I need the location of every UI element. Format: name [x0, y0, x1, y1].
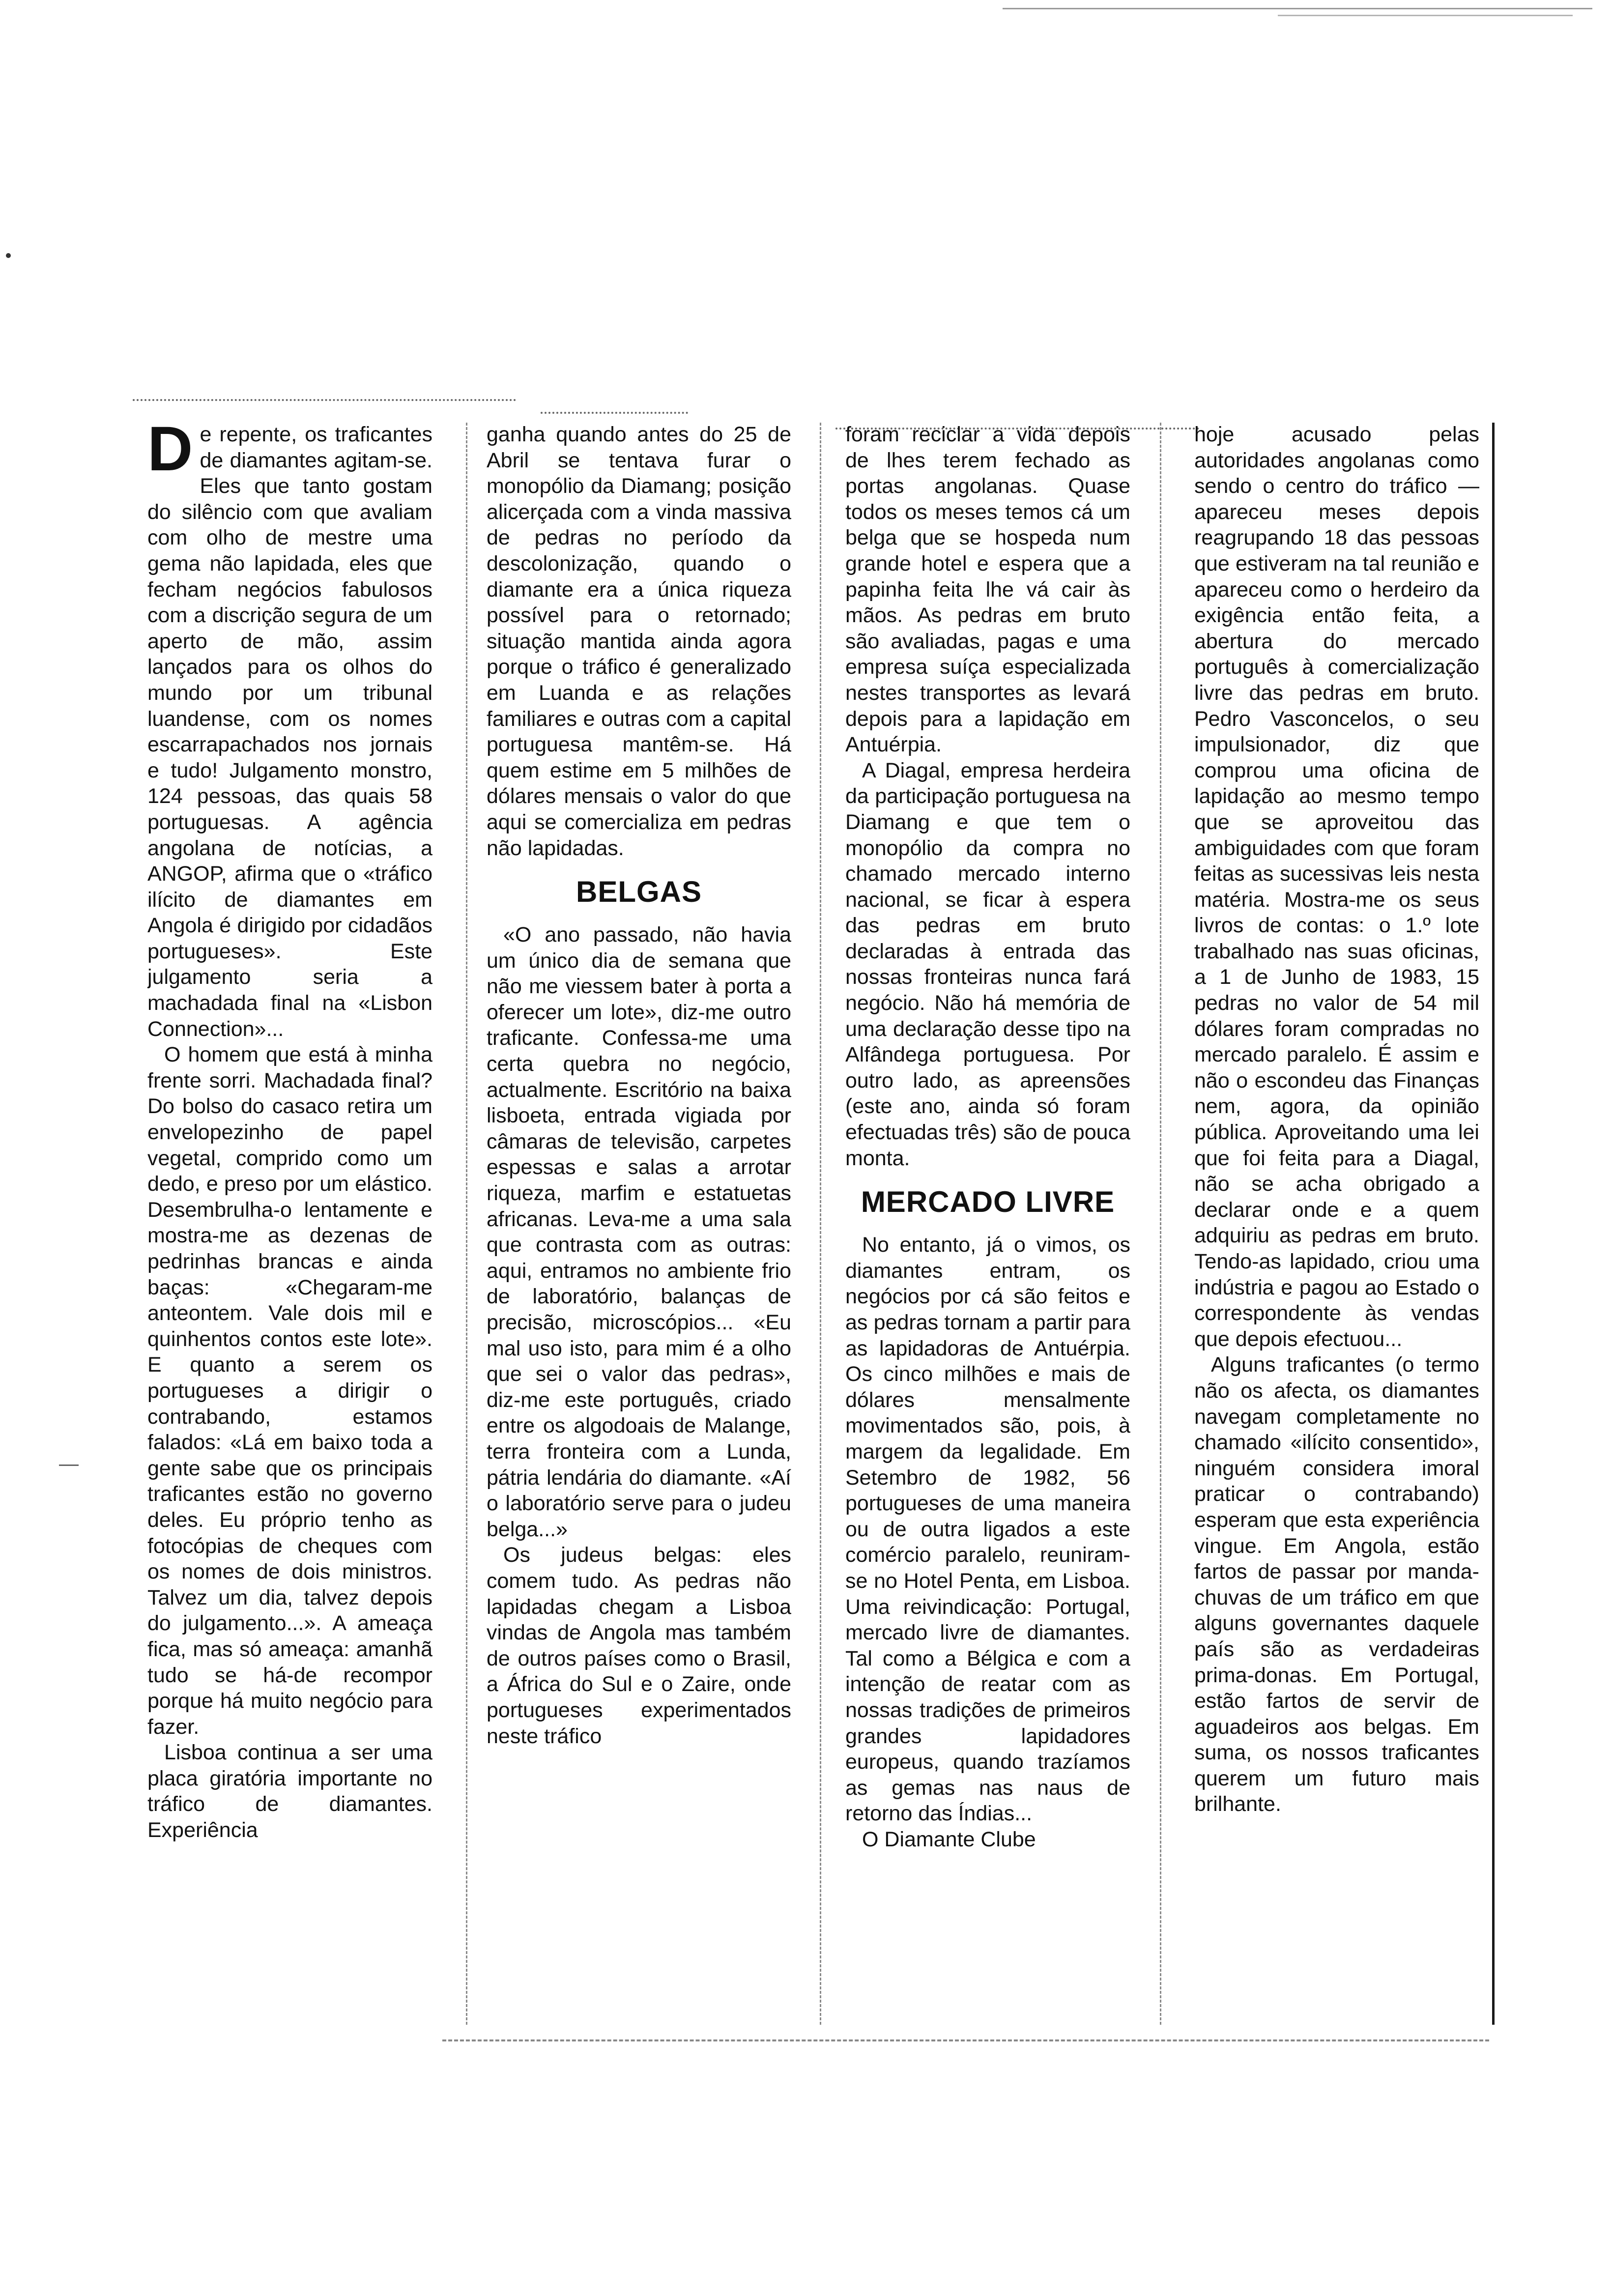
section-heading-belgas: BELGAS [576, 875, 702, 909]
scan-top-noise [133, 399, 516, 401]
column-divider [820, 423, 821, 2025]
article-column-4 [1194, 422, 1479, 2029]
paragraph: Alguns traficantes (o termo não os afecta, os diamantes navegam completamente no chamado «ilícito consentido», ninguém considera imoral praticar o contrabando) esperam que esta experiência vingue. Em Angola, estão fartos de passar por manda-chuvas de um tráfico em que alguns governantes daquele país são as verdadeiras prima-donas. Em Portugal, estão fartos de servir de aguadeiros aos belgas. Em suma, os nossos traficantes querem um futuro mais brilhante. [1194, 1353, 1479, 1816]
paragraph: «O ano passado, não havia um único dia de semana que não me viessem bater à porta a oferecer um lote», diz-me outro traficante. Confessa-me uma certa quebra no negócio, actualmente. Escritório na baixa lisboeta, entrada vigiada por câmaras de televisão, carpetes espessas e salas a arrotar riqueza, marfim e estatuetas africanas. Leva-me a uma sala que contrasta com as outras: aqui, entramos no ambiente frio de laboratório, balanças de precisão, microscópios... «Eu mal uso isto, para mim é a olho que sei o valor das pedras», diz-me este português, criado entre os algodoais de Malange, terra fronteira com a Lunda, pátria lendária do diamante. «Aí o laboratório serve para o judeu belga...» [487, 923, 791, 1541]
scan-mark [6, 253, 11, 258]
paragraph: O Diamante Clube [862, 1827, 1036, 1851]
right-border-line [1492, 423, 1495, 2025]
scan-top-noise [541, 412, 688, 414]
paragraph: No entanto, já o vimos, os diamantes entram, os negócios por cá são feitos e as pedras tornam a partir para as lapidadoras de Antuérpia. Os cinco milhões e mais de dólares mensalmente movimentados são, pois, à margem da legalidade. Em Setembro de 1982, 56 portugueses de uma maneira ou de outra ligados a este comércio paralelo, reuniram-se no Hotel Penta, em Lisboa. Uma reivindicação: Portugal, mercado livre de diamantes. Tal como a Bélgica e com a intenção de reatar com as nossas tradições de primeiros grandes lapidadores europeus, quando trazíamos as gemas nas naus de retorno das Índias... [845, 1233, 1130, 1826]
paragraph: foram reciclar a vida depois de lhes terem fechado as portas angolanas. Quase todos os meses temos cá um belga que se hospeda num grande hotel e espera que a papinha feita lhe vá cair às mãos. As pedras em bruto são avaliadas, pagas e uma empresa suíça especializada nestes transportes as levará depois para a lapidação em Antuérpia. [845, 423, 1130, 757]
scan-top-rule-secondary [1278, 15, 1573, 16]
paragraph-text: e repente, os traficantes de diamantes agitam-se. Eles que tanto gostam do silêncio com que avaliam com olho de mestre uma gema não lapidada, eles que fecham negócios fabulosos com a discrição segura de um aperto de mão, assim lançados para os olhos do mundo por um tribunal luandense, com os nomes escarrapachados nos jornais e tudo! Julgamento monstro, 124 pessoas, das quais 58 portuguesas. A agência angolana de notícias, a ANGOP, afirma que o «tráfico ilícito de diamantes em Angola é dirigido por cidadãos portugueses». Este julgamento seria a machadada final na «Lisbon Connection»... [147, 423, 432, 1041]
paragraph: A Diagal, empresa herdeira da participação portuguesa na Diamang e que tem o monopólio da compra no chamado mercado interno nacional, se ficar à espera das pedras em bruto declaradas à entrada das nossas fronteiras nunca fará negócio. Não há memória de uma declaração desse tipo na Alfândega portuguesa. Por outro lado, as apreensões (este ano, ainda só foram efectuadas três) são de pouca monta. [845, 758, 1130, 1170]
paragraph: O homem que está à minha frente sorri. Machadada final? Do bolso do casaco retira um envelopezinho de papel vegetal, comprido como um dedo, e preso por um elástico. Desembrulha-o lentamente e mostra-me as dezenas de pedrinhas brancas e ainda baças: «Chegaram-me anteontem. Vale dois mil e quinhentos contos este lote». E quanto a serem os portugueses a dirigir o contrabando, estamos falados: «Lá em baixo toda a gente sabe que os principais traficantes estão no governo deles. Eu próprio tenho as fotocópias de cheques com os nomes de dois ministros. Talvez um dia, talvez depois do julgamento...». A ameaça fica, mas só ameaça: amanhã tudo se há-de recompor porque há muito negócio para fazer. [147, 1043, 432, 1739]
paragraph [147, 422, 432, 1042]
column-divider [1160, 423, 1161, 2025]
paragraph: hoje acusado pelas autoridades angolanas como sendo o centro do tráfico — apareceu meses depois reagrupando 18 das pessoas que estiveram na tal reunião e apareceu como o herdeiro da exigência então feita, a abertura do mercado português à comercialização livre das pedras em bruto. Pedro Vasconcelos, o seu impulsionador, diz que comprou uma oficina de lapidação ao mesmo tempo que se aproveitou das ambiguidades com que foram feitas as sucessivas leis nesta matéria. Mostra-me os seus livros de contas: o 1.º lote trabalhado nas suas oficinas, a 1 de Junho de 1983, 15 pedras no valor de 54 mil dólares foram compradas no mercado paralelo. É assim e não o escondeu das Finanças nem, agora, da opinião pública. Aproveitando uma lei que foi feita para a Diagal, não se acha obrigado a declarar onde e a quem adquiriu as pedras em bruto. Tendo-as lapidado, criou uma indústria e pagou ao Estado o correspondente às vendas que depois efectuou... [1194, 423, 1479, 1351]
scan-margin-tick [59, 1464, 79, 1466]
scan-bottom-noise [442, 2039, 1489, 2041]
article-column-3 [845, 422, 1130, 2029]
column-divider [466, 423, 467, 2025]
section-heading-mercado-livre: MERCADO LIVRE [861, 1185, 1115, 1219]
article-column-2 [487, 422, 791, 2029]
article-column-1 [147, 422, 432, 2029]
scan-top-rule [1003, 8, 1592, 9]
paragraph: Os judeus belgas: eles comem tudo. As pedras não lapidadas chegam a Lisboa vindas de Angola mas também de outros países como o Brasil, a África do Sul e o Zaire, onde portugueses experimentados neste tráfico [487, 1543, 791, 1748]
paragraph: ganha quando antes do 25 de Abril se tentava furar o monopólio da Diamang; posição alicerçada com a vinda massiva de pedras no período da descolonização, quando o diamante era a única riqueza possível para o retornado; situação mantida ainda agora porque o tráfico é generalizado em Luanda e as relações familiares e outras com a capital portuguesa mantêm-se. Há quem estime em 5 milhões de dólares mensais o valor do que aqui se comercializa em pedras não lapidadas. [487, 423, 791, 860]
paragraph: Lisboa continua a ser uma placa giratória importante no tráfico de diamantes. Experiência [147, 1741, 432, 1842]
dropcap: D [147, 422, 193, 484]
